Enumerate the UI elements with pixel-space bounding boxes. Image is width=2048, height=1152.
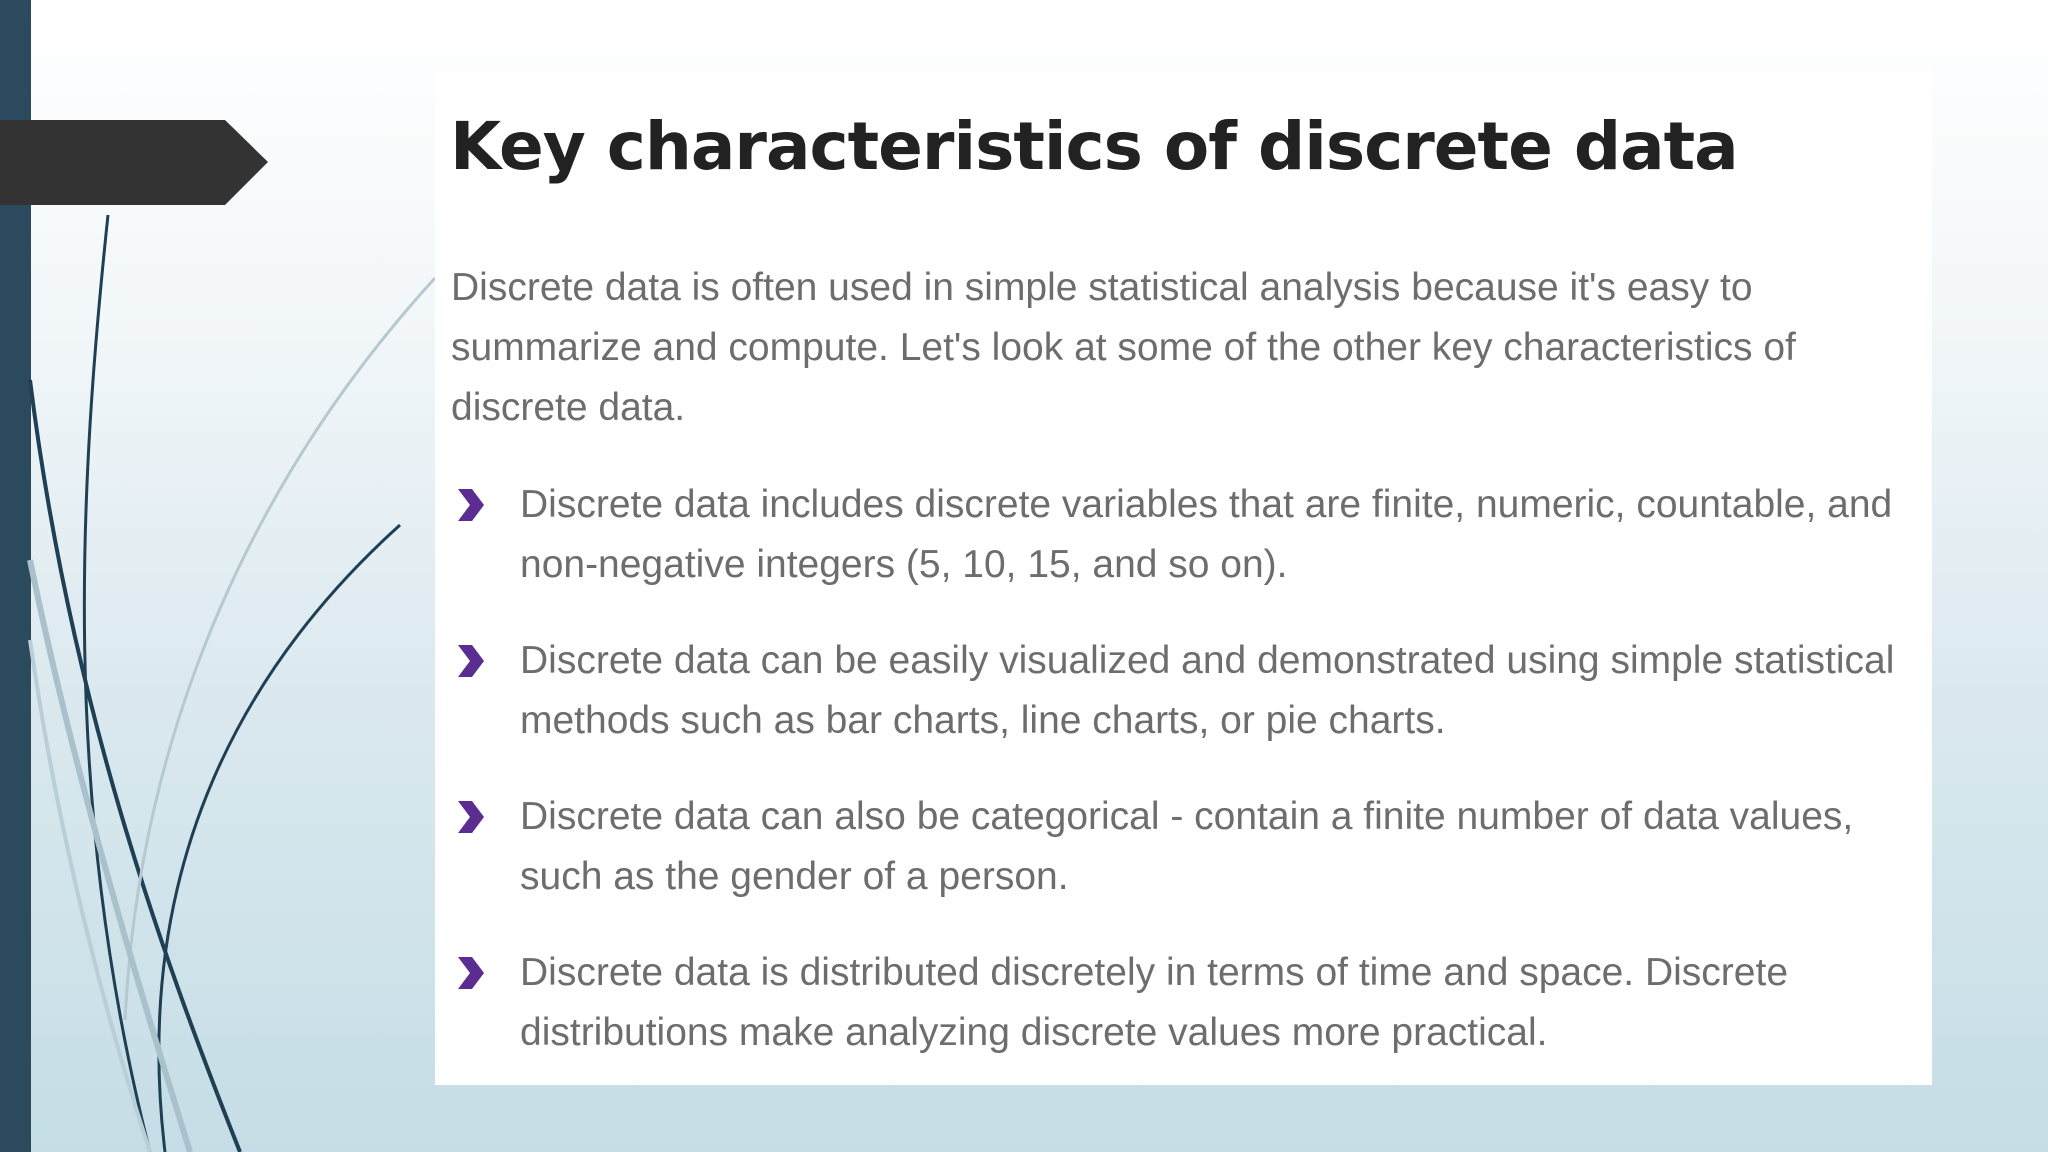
bullet-text: Discrete data is distributed discretely in terms of time and space. Discrete distributions make analyzing discrete values more practical. [520,951,1789,1054]
bullet-item [451,475,1911,595]
chevron-right-icon [456,955,486,991]
title-arrow-tag [0,120,268,205]
bullet-text: Discrete data includes discrete variables that are finite, numeric, countable, and non-negative integers (5, 10, 15, and so on). [520,483,1893,586]
bullet-text: Discrete data can also be categorical - contain a finite number of data values, such as the gender of a person. [520,795,1854,898]
intro-paragraph: Discrete data is often used in simple statistical analysis because it's easy to summarize and compute. Let's look at some of the other key characteristics of discrete data. [451,266,1796,429]
chevron-right-icon [456,799,486,835]
bullet-text: Discrete data can be easily visualized and demonstrated using simple statistical methods such as bar charts, line charts, or pie charts. [520,639,1895,742]
bullet-list [451,475,1911,1063]
bullet-item [451,631,1911,751]
bullet-item [451,787,1911,907]
slide-title: Key characteristics of discrete data [450,108,1738,185]
chevron-right-icon [456,487,486,523]
chevron-right-icon [456,643,486,679]
bullet-item [451,943,1911,1063]
